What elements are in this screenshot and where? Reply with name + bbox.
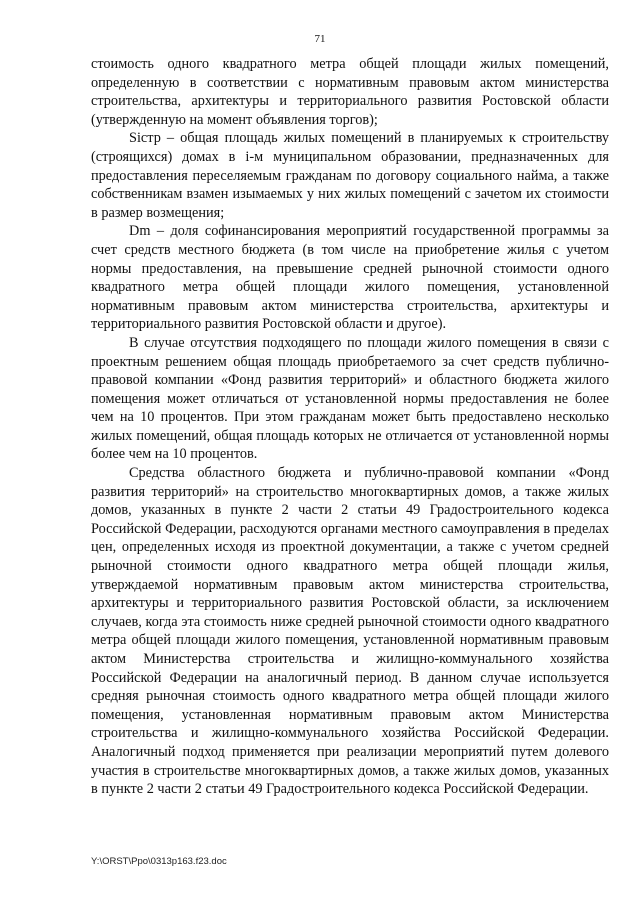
document-body — [91, 55, 609, 799]
paragraph-continuation: стоимость одного квадратного метра общей площади жилых помещений, определенную в соответствии с нормативным правовым актом министерства строительства, архитектуры и территориального развития Ростовской области (утвержденную на момент объявления торгов); — [91, 56, 609, 128]
paragraph-dm-definition: Dm – доля софинансирования мероприятий государственной программы за счет средств местного бюджета (в том числе на приобретение жилья с учетом нормы предоставления, на превышение средней рыночной стоимости одного квадратного метра общей площади жилого помещения, установленной нормативным правовым актом министерства строительства, архитектуры и территориального развития Ростовской области и другое). — [91, 223, 609, 333]
file-path-footer: Y:\ORST\Ppo\0313p163.f23.doc — [91, 856, 227, 867]
paragraph-budget-funds: Средства областного бюджета и публично-правовой компании «Фонд развития территорий» на строительство многоквартирных домов, а также жилых домов, указанных в пункте 2 части 2 статьи 49 Градостроительного кодекса Российской Федерации, расходуются органами местного самоуправления в пределах цен, определенных исходя из проектной документации, а также с учетом средней рыночной стоимости одного квадратного метра общей площади жилья, утверждаемой нормативным правовым актом министерства строительства, архитектуры и территориального развития Ростовской области, за исключением случаев, когда эта стоимость ниже средней рыночной стоимости одного квадратного метра общей площади жилого помещения, установленной нормативным правовым актом Министерства строительства и жилищно-коммунального хозяйства Российской Федерации на аналогичный период. В данном случае используется средняя рыночная стоимость одного квадратного метра общей площади жилого помещения, установленная нормативным правовым актом Министерства строительства и жилищно-коммунального хозяйства Российской Федерации. Аналогичный подход применяется при реализации мероприятий путем долевого участия в строительстве многоквартирных домов, а также жилых домов, указанных в пункте 2 части 2 статьи 49 Градостроительного кодекса Российской Федерации. — [91, 465, 609, 798]
paragraph-sictr-definition: Sіcтр – общая площадь жилых помещений в планируемых к строительству (строящихся) домах в i-м муниципальном образовании, предназначенных для предоставления переселяемым гражданам по договору социального найма, а также собственникам взамен изымаемых у них жилых помещений с зачетом их стоимости в размер возмещения; — [91, 130, 609, 221]
page-number: 71 — [314, 33, 326, 45]
paragraph-area-deviation: В случае отсутствия подходящего по площади жилого помещения в связи с проектным решением общая площадь приобретаемого за счет средств публично-правовой компании «Фонд развития территорий» и областного бюджета жилого помещения может отличаться от установленной нормы предоставления не более чем на 10 процентов. При этом гражданам может быть предоставлено несколько жилых помещений, общая площадь которых не отличается от установленной нормы более чем на 10 процентов. — [91, 334, 609, 463]
